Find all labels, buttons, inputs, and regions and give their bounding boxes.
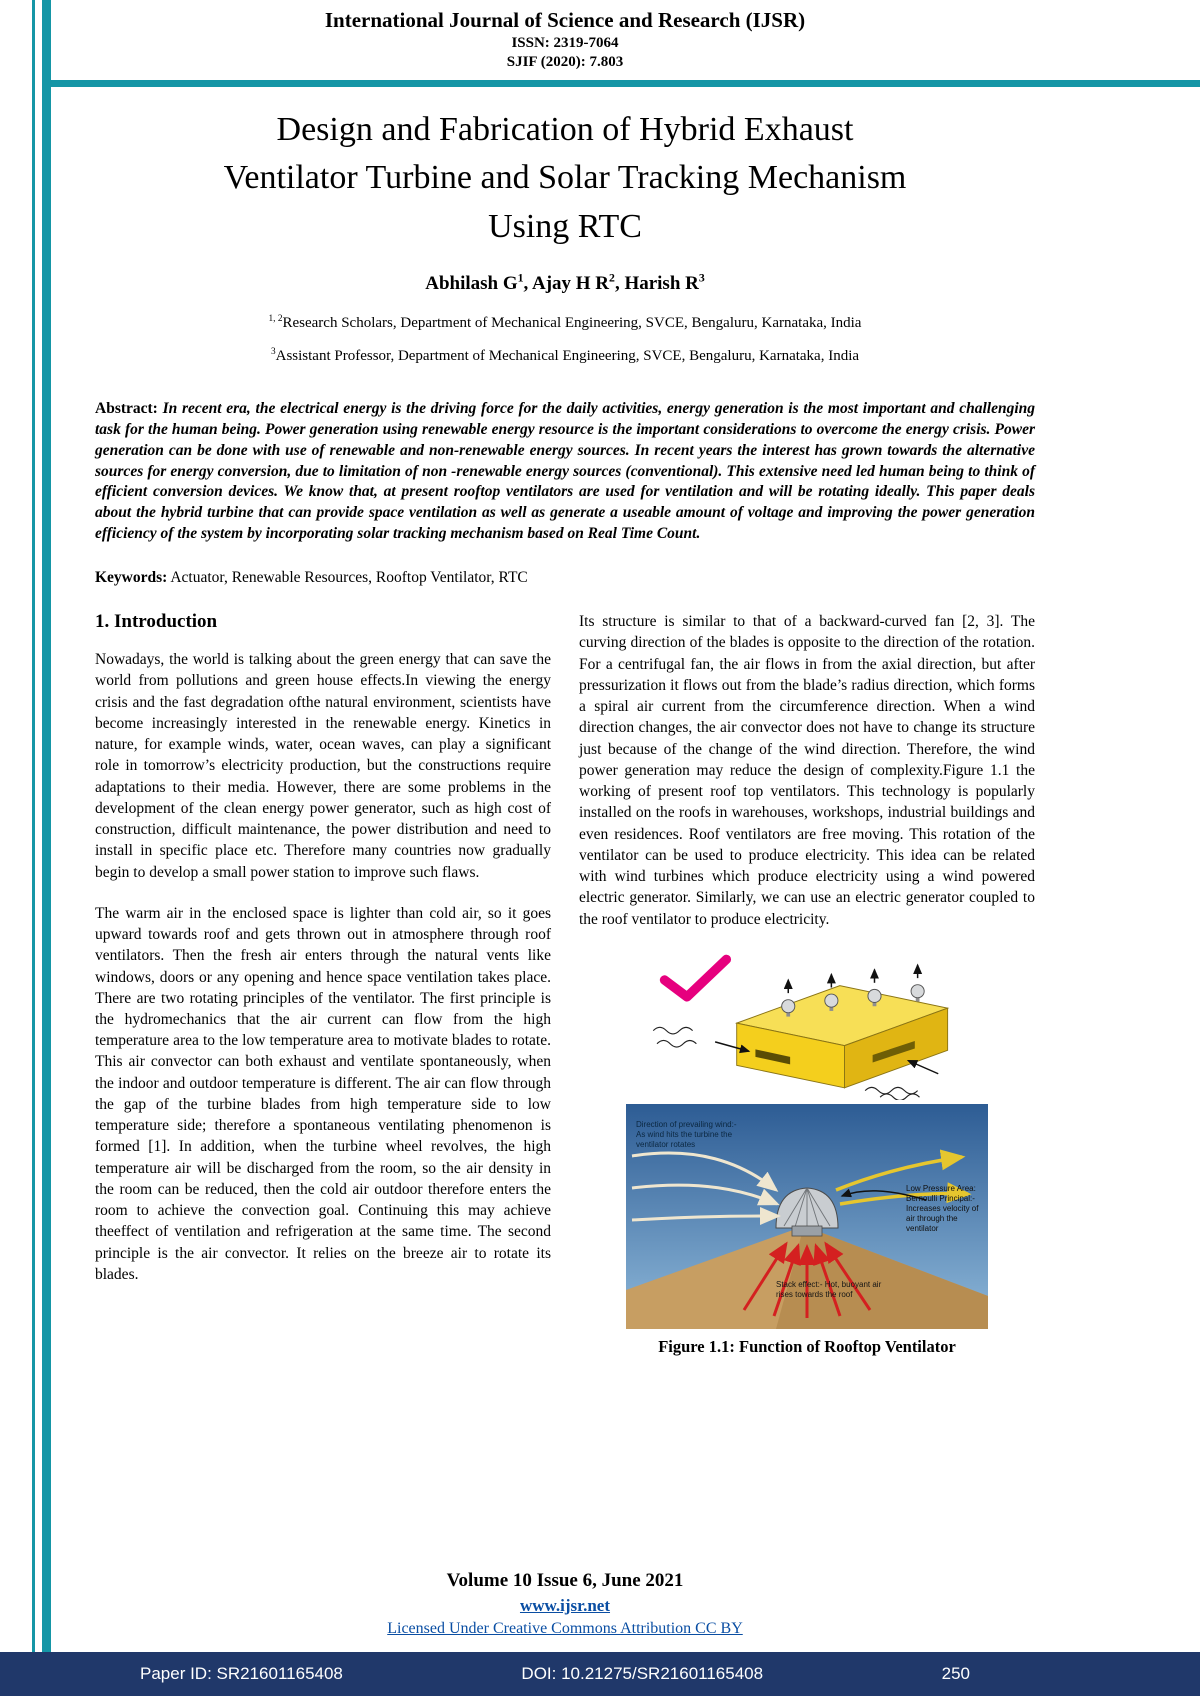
figure-label-bernoulli: Low Pressure Area: Bernoulli Principal:- Increases velocity of air through the ventilator [906,1183,979,1233]
abstract-paragraph [95,399,1035,545]
paper-id: Paper ID: SR21601165408 [140,1664,343,1683]
paper-title [95,106,1035,251]
affiliation-1 [95,315,1035,332]
checkmark-annotation [665,959,727,997]
section-heading-introduction: 1. Introduction [95,611,218,633]
author-separator: , [614,272,625,294]
figure-caption-label: Figure 1.1: [658,1336,735,1356]
left-border-outer [32,0,35,1652]
affiliation-superscript: 1, 2 [268,313,283,324]
right-column [579,611,1035,1357]
license-line [95,1620,1035,1638]
intro-paragraph-2: The warm air in the enclosed space is lighter than cold air, so it goes upward towards roof and gets thrown out in atmosphere through roof ventilators. Then the fresh air enters through the natural vents like windows, doors or any opening and hence space ventilation takes place. There are two rotating principles of the ventilator. The first principle is the hydromechanics that the air current can flow from the high temperature area to the low temperature area to motivate blades to rotate. This air convector can both exhaust and ventilate spontaneously, when the indoor and outdoor temperature is different. The air can flow through the gap of the turbine blades from high temperature side to low temperature side; therefore a spontaneous ventilating phenomenon is formed [1]. In addition, when the turbine wheel revolves, the high temperature air will be discharged from the room, so the air density in the room can be reduced, then the cold air outdoor therefore enters the room to achieve the convection goal. Continuing this may achieve theeffect of ventilation and refrigeration at the same time. The second principle is the air convector. It relies on the breeze air to rotate its blades. [95,904,551,1283]
affiliation-text: Assistant Professor, Department of Mechanical Engineering, SVCE, Bengaluru, Karnataka, India [275,347,860,364]
page-footer [95,1570,1035,1638]
volume-issue-line: Volume 10 Issue 6, June 2021 [446,1570,684,1591]
two-column-layout [95,611,1035,1357]
author-name: Harish R [624,272,699,294]
paper-title-line-1: Design and Fabrication of Hybrid Exhaust [276,111,854,148]
affiliation-superscript: 3 [270,346,276,357]
abstract-label: Abstract: [95,399,158,417]
author-superscript: 2 [609,271,615,285]
journal-site-line [95,1596,1035,1616]
affiliation-2 [95,348,1035,365]
journal-name: International Journal of Science and Research (IJSR) [324,8,806,32]
figure-label-stack: Stack effect:- Hot, buoyant air rises towards the roof [776,1279,882,1299]
page-number: 250 [941,1664,970,1683]
intro-paragraph-1: Nowadays, the world is talking about the green energy that can save the world from pollutions and green house effects.In viewing the energy crisis and the fast degradation ofthe natural environment, scientists have become increasingly interested in the renewable energy. Kinetics in nature, for example winds, water, ocean waves, can play a significant role in tomorrow’s electricity production, but the constructions require adaptations to their media. However, there are some problems in the development of the clean energy power generator, such as high cost of construction, difficult maintenance, the power distribution and need to install in specific place etc. Therefore many countries now gradually begin to develop a small power station to improve such flaws. [95,651,551,881]
journal-sjif: SJIF (2020): 7.803 [506,54,624,70]
author-superscript: 3 [698,271,705,285]
keywords-line [95,569,1035,587]
author-superscript: 1 [517,271,524,285]
left-border-inner [42,0,51,1652]
author-separator: , [523,272,532,294]
license-link[interactable]: Licensed Under Creative Commons Attribution CC BY [387,1620,743,1637]
paper-title-line-3: Using RTC [488,207,642,245]
figure-caption [579,1337,1035,1357]
paper-title-line-2: Ventilator Turbine and Solar Tracking Mechanism [223,159,907,197]
journal-header [95,8,1035,71]
journal-site-link[interactable]: www.ijsr.net [519,1596,611,1615]
author-name: Abhilash G [425,272,518,294]
authors-line [95,273,1035,295]
header-divider-rule [51,80,1200,87]
keywords-label: Keywords: [95,569,168,587]
ventilator-function-diagram [626,1104,988,1329]
house-ventilator-illustration [642,950,972,1100]
affiliation-text: Research Scholars, Department of Mechanical Engineering, SVCE, Bengaluru, Karnataka, India [282,314,862,331]
intro-paragraph-3: Its structure is similar to that of a backward-curved fan [2, 3]. The curving direction of the blades is opposite to the direction of the rotation. For a centrifugal fan, the air flows in from the axial direction, but after pressurization it flows out from the blade’s radius direction, which forms a spiral air current from the circumference direction. When a wind direction changes, the air convector does not have to change its structure just because of the change of the wind direction. Therefore, the wind power generation may reduce the design of complexity.Figure 1.1 the working of present roof top ventilators. This technology is popularly installed on the roofs in warehouses, workshops, industrial buildings and even residences. Roof ventilators are free moving. This rotation of the ventilator can be used to produce electricity. This idea can be related with wind turbines which produce electricity using a wind powered electric generator. Similarly, we can use an electric generator coupled to the roof ventilator to produce electricity. [579,613,1035,928]
abstract-text: In recent era, the electrical energy is the driving force for the daily activities, energy generation is the most important and challenging task for the human being. Power generation using renewable energy resource is the important considerations to overcome the energy crisis. Power generation can be done with use of renewable and non-renewable energy sources. In recent years the interest has grown towards the alternative sources for energy conversion, due to limitation of non -renewable energy sources (conventional). This extensive need led human being to think of efficient conversion devices. We know that, at present rooftop ventilators are used for ventilation and will be rotating ideally. This paper deals about the hybrid turbine that can provide space ventilation as well as generate a useable amount of voltage and improving the power generation efficiency of the system by incorporating solar tracking mechanism based on Real Time Count. [95,399,1035,543]
figure-caption-text: Function of Rooftop Ventilator [734,1336,956,1356]
paper-body [95,96,1035,1357]
doi: DOI: 10.21275/SR21601165408 [521,1664,764,1683]
bottom-info-bar [0,1652,1200,1696]
figure-1-1 [579,950,1035,1357]
journal-issn: ISSN: 2319-7064 [511,35,619,51]
keywords-text: Actuator, Renewable Resources, Rooftop Ventilator, RTC [167,569,528,587]
figure-label-wind: Direction of prevailing wind:- As wind hits the turbine the ventilator rotates [636,1119,737,1149]
left-column [95,611,551,1357]
author-name: Ajay H R [531,272,610,294]
